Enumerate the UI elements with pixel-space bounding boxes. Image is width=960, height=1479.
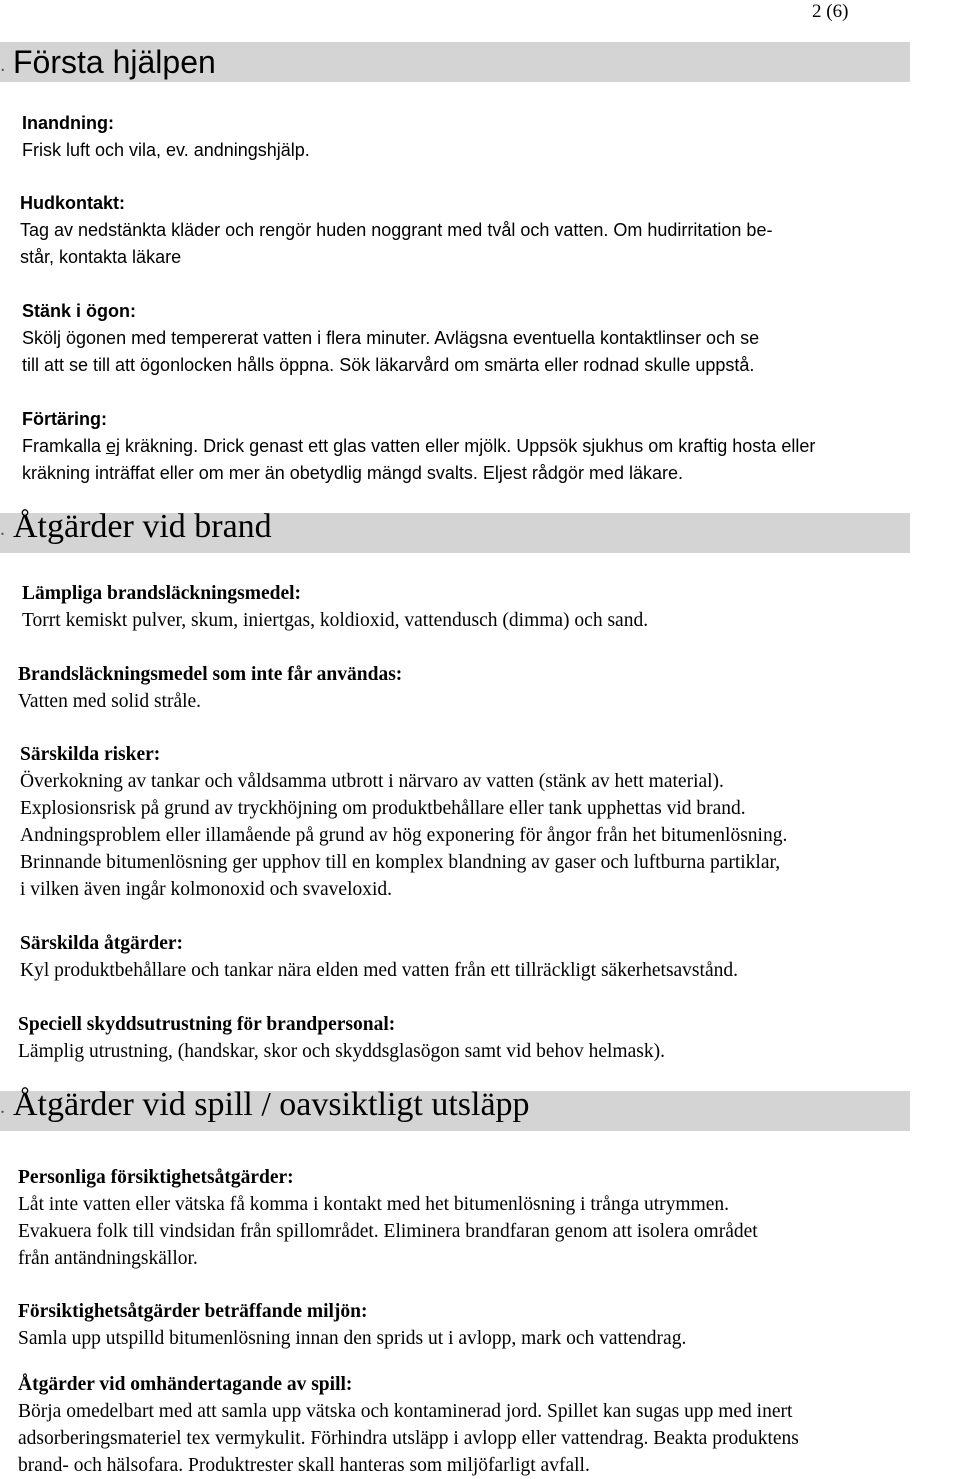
body-line: Frisk luft och vila, ev. andningshjälp. xyxy=(22,140,310,160)
subheading: Särskilda risker: xyxy=(20,744,161,765)
section-header-first-aid xyxy=(0,42,910,82)
body-line xyxy=(22,433,960,460)
section-header-fire xyxy=(0,508,910,553)
subheading: Speciell skyddsutrustning för brandpersonal: xyxy=(18,1014,396,1035)
body-line: Kyl produktbehållare och tankar nära elden med vatten från ett tillräckligt säkerhetsavstånd. xyxy=(20,960,738,981)
subheading: Åtgärder vid omhändertagande av spill: xyxy=(18,1374,353,1395)
body-line: i vilken även ingår kolmonoxid och svaveloxid. xyxy=(20,879,393,900)
spill-environmental-precautions xyxy=(18,1298,956,1352)
section-header-spill xyxy=(0,1086,910,1131)
body-line: Börja omedelbart med att samla upp vätska och kontaminerad jord. Spillet kan sugas upp med inert xyxy=(18,1401,793,1422)
page-number: 2 (6) xyxy=(812,1,849,22)
fire-unsuitable-media xyxy=(18,661,956,715)
subheading: Hudkontakt: xyxy=(20,193,125,213)
section-title: Åtgärder vid spill / oavsiktligt utsläpp xyxy=(13,1086,530,1123)
fire-special-actions xyxy=(20,930,958,984)
body-line: Andningsproblem eller illamående på grund av hög exponering för ångor från het bitumenlösning. xyxy=(20,825,788,846)
body-line: Explosionsrisk på grund av tryckhöjning om produktbehållare eller tank upphettas vid brand. xyxy=(20,798,746,819)
body-line: adsorberingsmateriel tex vermykulit. Förhindra utsläpp i avlopp eller vattendrag. Beakta produktens xyxy=(18,1428,799,1449)
section-number-marker: . xyxy=(0,53,6,76)
text-part: kräkning. Drick genast ett glas vatten eller mjölk. Uppsök sjukhus om kraftig hosta eller xyxy=(120,436,816,456)
body-line: kräkning inträffat eller om mer än obetydlig mängd svalts. Eljest rådgör med läkare. xyxy=(22,463,683,483)
first-aid-eyes xyxy=(22,298,960,379)
first-aid-inhalation xyxy=(22,110,960,164)
body-line: Tag av nedstänkta kläder och rengör huden noggrant med tvål och vatten. Om hudirritation be- xyxy=(20,220,773,240)
section-number-marker: . xyxy=(0,1095,5,1118)
subheading: Personliga försiktighetsåtgärder: xyxy=(18,1167,294,1188)
section-title: Första hjälpen xyxy=(13,44,216,80)
body-line: Skölj ögonen med tempererat vatten i flera minuter. Avlägsna eventuella kontaktlinser och se xyxy=(22,328,760,348)
section-number-marker: . xyxy=(0,517,5,540)
subheading: Försiktighetsåtgärder beträffande miljön: xyxy=(18,1301,368,1322)
subheading: Förtäring: xyxy=(22,409,107,429)
subheading: Lämpliga brandsläckningsmedel: xyxy=(22,583,302,604)
body-line: från antändningskällor. xyxy=(18,1248,198,1269)
body-line: Vatten med solid stråle. xyxy=(18,691,202,712)
subheading: Stänk i ögon: xyxy=(22,301,136,321)
fire-protective-equipment xyxy=(18,1011,956,1065)
text-part: Framkalla xyxy=(22,436,107,456)
body-line: till att se till att ögonlocken hålls öppna. Sök läkarvård om smärta eller rodnad skulle uppstå. xyxy=(22,355,755,375)
subheading: Särskilda åtgärder: xyxy=(20,933,184,954)
body-line: Överkokning av tankar och våldsamma utbrott i närvaro av vatten (stänk av hett material). xyxy=(20,771,724,792)
first-aid-skin xyxy=(20,190,958,271)
body-line: Samla upp utspilld bitumenlösning innan den sprids ut i avlopp, mark och vattendrag. xyxy=(18,1328,687,1349)
body-line: Brinnande bitumenlösning ger upphov till en komplex blandning av gaser och luftburna partiklar, xyxy=(20,852,781,873)
subheading: Brandsläckningsmedel som inte får användas: xyxy=(18,664,403,685)
spill-cleanup-methods xyxy=(18,1371,956,1479)
fire-special-hazards xyxy=(20,741,958,903)
body-line: brand- och hälsofara. Produktrester skall hanteras som miljöfarligt avfall. xyxy=(18,1455,590,1476)
body-line: står, kontakta läkare xyxy=(20,247,182,267)
spill-personal-precautions xyxy=(18,1164,956,1272)
section-title: Åtgärder vid brand xyxy=(13,508,272,545)
body-line: Lämplig utrustning, (handskar, skor och skyddsglasögon samt vid behov helmask). xyxy=(18,1041,665,1062)
body-line: Låt inte vatten eller vätska få komma i kontakt med het bitumenlösning i trånga utrymmen. xyxy=(18,1194,730,1215)
underlined-word: ej xyxy=(106,436,121,456)
body-line: Torrt kemiskt pulver, skum, iniertgas, koldioxid, vattendusch (dimma) och sand. xyxy=(22,610,649,631)
first-aid-ingestion xyxy=(22,406,960,487)
fire-suitable-media xyxy=(22,580,960,634)
subheading: Inandning: xyxy=(22,113,114,133)
body-line: Evakuera folk till vindsidan från spillområdet. Eliminera brandfaran genom att isolera området xyxy=(18,1221,758,1242)
